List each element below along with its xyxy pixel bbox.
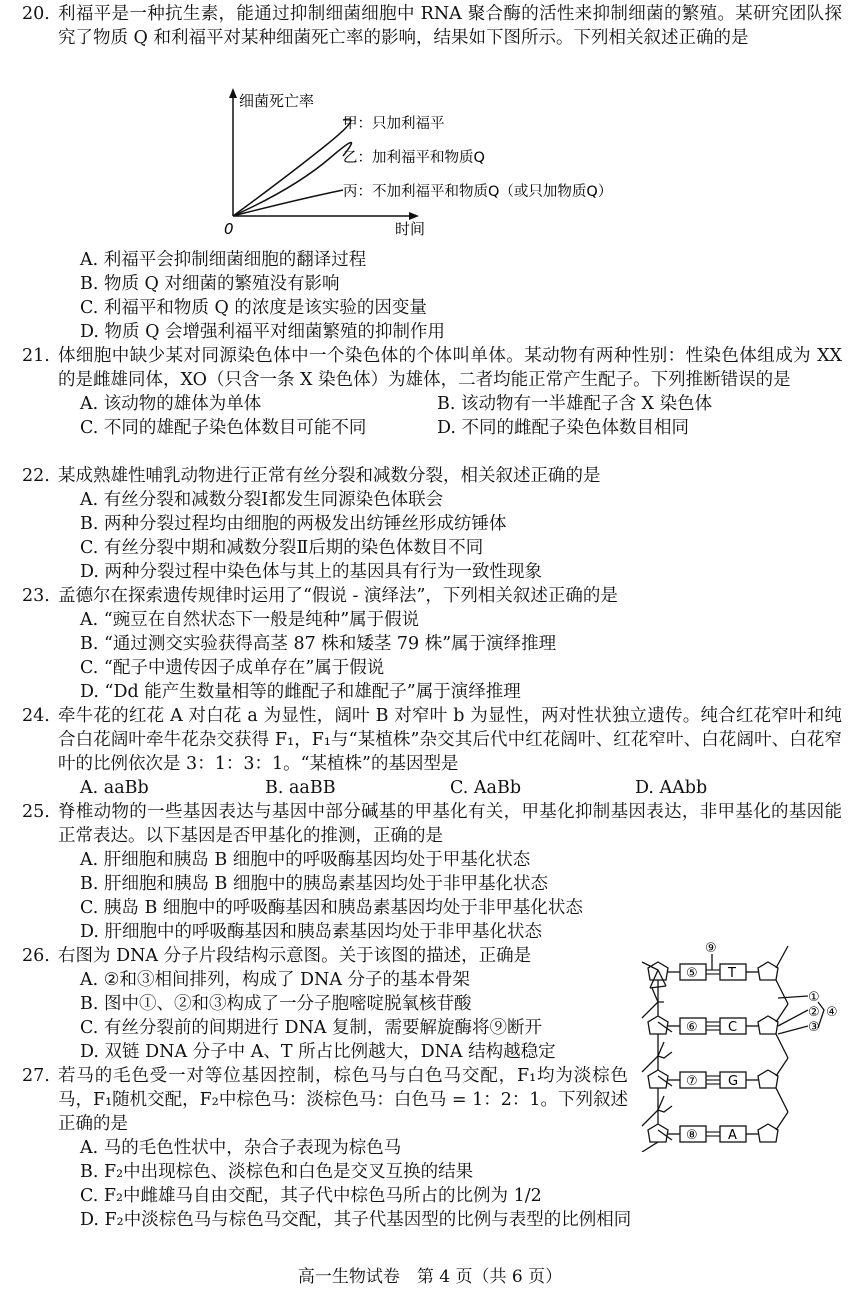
option-a[interactable]: A. 马的毛色性状中，杂合子表现为棕色马 <box>80 1138 402 1158</box>
option-b[interactable]: B. 两种分裂过程均由细胞的两极发出纺锤丝形成纺锤体 <box>80 514 507 534</box>
pair-num-5: ⑤ <box>686 966 698 981</box>
option-c[interactable]: C. F₂中雌雄马自由交配，其子代中棕色马所占的比例为 1/2 <box>80 1186 542 1206</box>
question-number: 23. <box>22 586 50 606</box>
option-b[interactable]: B. F₂中出现棕色、淡棕色和白色是交叉互换的结果 <box>80 1162 474 1182</box>
graph-origin: 0 <box>224 220 234 238</box>
bacteria-death-rate-graph <box>215 88 655 240</box>
dna-label-9: ⑨ <box>705 941 717 956</box>
pair-base-g: G <box>728 1074 739 1089</box>
question-21 <box>22 344 842 440</box>
option-b[interactable]: B. 肝细胞和胰岛 B 细胞中的胰岛素基因均处于非甲基化状态 <box>80 874 548 894</box>
curve-yi-label: 乙：加利福平和物质Q <box>343 150 485 166</box>
option-c[interactable]: C. 有丝分裂中期和减数分裂Ⅱ后期的染色体数目不同 <box>80 538 484 558</box>
curve-bing-label: 丙：不加利福平和物质Q（或只加物质Q） <box>343 184 613 200</box>
pair-base-c: C <box>728 1020 738 1035</box>
question-stem: 右图为 DNA 分子片段结构示意图。关于该图的描述，正确是 <box>58 946 532 966</box>
question-stem: 体细胞中缺少某对同源染色体中一个染色体的个体叫单体。某动物有两种性别：性染色体组成为 XX 的是雌雄同体，XO（只含一条 X 染色体）为雄体，二者均能正常产生配子。下列推断错误的是 <box>58 346 842 390</box>
option-c[interactable]: C. AaBb <box>450 778 522 798</box>
option-c[interactable]: C. 胰岛 B 细胞中的呼吸酶基因和胰岛素基因均处于非甲基化状态 <box>80 898 583 918</box>
graph-xlabel: 时间 <box>395 220 426 238</box>
option-a[interactable]: A. 有丝分裂和减数分裂Ⅰ都发生同源染色体联会 <box>80 490 444 510</box>
question-stem: 脊椎动物的一些基因表达与基因中部分碱基的甲基化有关，甲基化抑制基因表达，非甲基化的基因能正常表达。以下基因是否甲基化的推测，正确的是 <box>58 802 842 846</box>
curve-yi <box>233 142 351 216</box>
question-stem: 某成熟雄性哺乳动物进行正常有丝分裂和减数分裂，相关叙述正确的是 <box>58 466 601 486</box>
question-number: 22. <box>22 466 50 486</box>
question-24 <box>22 704 842 800</box>
question-25 <box>22 800 842 944</box>
question-20-options <box>22 248 842 344</box>
question-number: 25. <box>22 802 50 822</box>
option-a[interactable]: A. ②和③相间排列，构成了 DNA 分子的基本骨架 <box>80 970 471 990</box>
option-b[interactable]: B. 该动物有一半雄配子含 X 染色体 <box>437 394 713 414</box>
option-d[interactable]: D. “Dd 能产生数量相等的雌配子和雄配子”属于演绎推理 <box>80 682 521 702</box>
dna-label-2: ② <box>808 1005 820 1020</box>
option-c[interactable]: C. “配子中遗传因子成单存在”属于假说 <box>80 658 385 678</box>
question-number: 26. <box>22 946 50 966</box>
option-a[interactable]: A. 利福平会抑制细菌细胞的翻译过程 <box>80 250 367 270</box>
question-22 <box>22 464 842 584</box>
pair-num-8: ⑧ <box>686 1128 698 1143</box>
question-stem: 利福平是一种抗生素，能通过抑制细菌细胞中 RNA 聚合酶的活性来抑制细菌的繁殖。某研究团队探究了物质 Q 和利福平对某种细菌死亡率的影响，结果如下图所示。下列相关叙述正确的是 <box>58 4 842 48</box>
question-stem: 若马的毛色受一对等位基因控制，棕色马与白色马交配，F₁均为淡棕色马，F₁随机交配，F₂中棕色马：淡棕色马：白色马 = 1：2：1。下列叙述正确的是 <box>58 1066 629 1134</box>
option-b[interactable]: B. 物质 Q 对细菌的繁殖没有影响 <box>80 274 340 294</box>
question-stem: 牵牛花的红花 A 对白花 a 为显性，阔叶 B 对窄叶 b 为显性，两对性状独立遗传。纯合红花窄叶和纯合白花阔叶牵牛花杂交获得 F₁，F₁与“某植株”杂交其后代中红花阔叶、红花窄叶、白花阔叶、白花窄叶的比例依次是 3：1：3：1。“某植株”的基因型是 <box>58 706 842 774</box>
page-footer: 高一生物试卷 第 4 页（共 6 页） <box>297 1267 563 1287</box>
pair-base-t: T <box>728 966 736 981</box>
option-c[interactable]: C. 有丝分裂前的间期进行 DNA 复制，需要解旋酶将⑨断开 <box>80 1018 542 1038</box>
dna-label-3: ③ <box>808 1020 820 1035</box>
option-d[interactable]: D. 不同的雌配子染色体数目相同 <box>437 418 690 438</box>
dna-label-1: ① <box>808 990 820 1005</box>
option-b[interactable]: B. aaBB <box>265 778 336 798</box>
dna-label-4: ④ <box>826 1005 838 1020</box>
option-a[interactable]: A. 该动物的雄体为单体 <box>80 394 262 414</box>
option-b[interactable]: B. “通过测交实验获得高茎 87 株和矮茎 79 株”属于演绎推理 <box>80 634 557 654</box>
option-a[interactable]: A. “豌豆在自然状态下一般是纯种”属于假说 <box>80 610 420 630</box>
option-d[interactable]: D. AAbb <box>635 778 708 798</box>
option-d[interactable]: D. F₂中淡棕色马与棕色马交配，其子代基因型的比例与表型的比例相同 <box>80 1210 632 1230</box>
pair-base-a: A <box>728 1128 737 1143</box>
pair-num-7: ⑦ <box>686 1074 698 1089</box>
option-c[interactable]: C. 利福平和物质 Q 的浓度是该实验的因变量 <box>80 298 427 318</box>
option-c[interactable]: C. 不同的雄配子染色体数目可能不同 <box>80 418 367 438</box>
question-number: 21. <box>22 346 50 366</box>
option-d[interactable]: D. 两种分裂过程中染色体与其上的基因具有行为一致性现象 <box>80 562 543 582</box>
question-stem: 孟德尔在探索遗传规律时运用了“假说 - 演绎法”，下列相关叙述正确的是 <box>58 586 618 606</box>
curve-jia-label: 甲：只加利福平 <box>343 116 445 132</box>
graph-ylabel: 细菌死亡率 <box>239 92 315 110</box>
option-a[interactable]: A. 肝细胞和胰岛 B 细胞中的呼吸酶基因均处于甲基化状态 <box>80 850 531 870</box>
pair-num-6: ⑥ <box>686 1020 698 1035</box>
question-number: 20. <box>22 4 50 24</box>
option-d[interactable]: D. 双链 DNA 分子中 A、T 所占比例越大，DNA 结构越稳定 <box>80 1042 556 1062</box>
question-number: 27. <box>22 1066 50 1086</box>
option-b[interactable]: B. 图中①、②和③构成了一分子胞嘧啶脱氧核苷酸 <box>80 994 472 1014</box>
question-number: 24. <box>22 706 50 726</box>
option-d[interactable]: D. 物质 Q 会增强利福平对细菌繁殖的抑制作用 <box>80 322 446 342</box>
question-23 <box>22 584 842 704</box>
option-a[interactable]: A. aaBb <box>80 778 149 798</box>
question-20 <box>22 2 842 50</box>
dna-structure-diagram <box>628 940 850 1152</box>
option-d[interactable]: D. 肝细胞中的呼吸酶基因和胰岛素基因均处于非甲基化状态 <box>80 922 543 942</box>
